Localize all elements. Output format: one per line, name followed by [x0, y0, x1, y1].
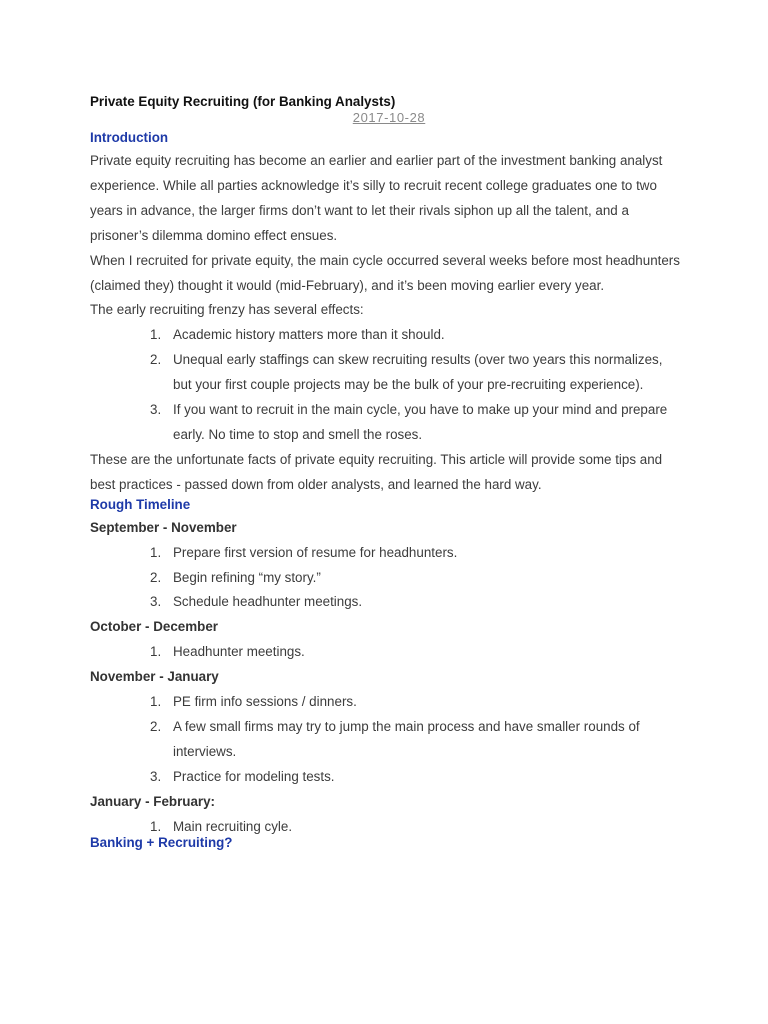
- list-item-number: 3.: [150, 594, 162, 610]
- list-item-number: 1.: [150, 544, 162, 560]
- section-heading-banking-recruiting: Banking + Recruiting?: [90, 835, 233, 851]
- list-item-text: Headhunter meetings.: [173, 644, 305, 660]
- timeline-period: January - February:: [90, 793, 216, 809]
- list-item: [90, 640, 680, 665]
- document-title: Private Equity Recruiting (for Banking Analysts): [90, 94, 396, 109]
- timeline-period: September - November: [90, 519, 237, 535]
- list-item-text: Practice for modeling tests.: [173, 768, 335, 784]
- document-date: 2017-10-28: [352, 110, 426, 125]
- list-item-number: 1.: [150, 644, 162, 660]
- list-item-text: Academic history matters more than it should.: [173, 327, 445, 343]
- paragraph: When I recruited for private equity, the main cycle occurred several weeks before most headhunters (claimed they) thought it would (mid-February), and it’s been moving earlier every year.: [90, 252, 680, 293]
- list-item-text: Schedule headhunter meetings.: [173, 594, 363, 610]
- paragraph: Private equity recruiting has become an earlier and earlier part of the investment banking analyst experience. While all parties acknowledge it’s silly to recruit recent college graduates one to two years in advance, the larger firms don’t want to let their rivals siphon up all the talent, and a prisoner’s dilemma domino effect ensues.: [90, 153, 663, 243]
- list-item: [90, 566, 680, 591]
- list-item-number: 3.: [150, 768, 162, 784]
- timeline-period: November - January: [90, 669, 219, 685]
- section-heading-introduction: Introduction: [90, 130, 169, 145]
- list-item: [90, 398, 680, 448]
- list-item-number: 3.: [150, 402, 162, 418]
- effects-list: [90, 323, 680, 448]
- list-item: [90, 815, 680, 840]
- list-item-number: 2.: [150, 569, 162, 585]
- paragraph: The early recruiting frenzy has several effects:: [90, 302, 364, 318]
- timeline-list: [90, 640, 680, 665]
- list-item: [90, 715, 680, 765]
- list-item: [90, 348, 680, 398]
- list-item-text: If you want to recruit in the main cycle, you have to make up your mind and prepare early. No time to stop and smell the roses.: [173, 402, 668, 442]
- document-body: [90, 91, 680, 854]
- timeline-list: [90, 690, 680, 790]
- list-item-number: 1.: [150, 818, 162, 834]
- list-item-text: PE firm info sessions / dinners.: [173, 694, 357, 710]
- list-item: [90, 590, 680, 615]
- section-heading-rough-timeline: Rough Timeline: [90, 496, 191, 512]
- list-item: [90, 323, 680, 348]
- list-item-text: Prepare first version of resume for headhunters.: [173, 544, 458, 560]
- list-item-number: 1.: [150, 327, 162, 343]
- list-item-text: Main recruiting cyle.: [173, 818, 293, 834]
- list-item: [90, 541, 680, 566]
- list-item-text: A few small firms may try to jump the main process and have smaller rounds of interviews.: [173, 718, 640, 759]
- list-item-number: 1.: [150, 694, 162, 710]
- list-item-text: Unequal early staffings can skew recruiting results (over two years this normalizes, but your first couple projects may be the bulk of your pre-recruiting experience).: [173, 352, 663, 393]
- timeline-list: [90, 815, 680, 840]
- list-item-text: Begin refining “my story.”: [173, 569, 321, 585]
- list-item-number: 2.: [150, 352, 162, 368]
- paragraph: These are the unfortunate facts of private equity recruiting. This article will provide some tips and best practices - passed down from older analysts, and learned the hard way.: [90, 451, 663, 492]
- list-item-number: 2.: [150, 718, 162, 734]
- list-item: [90, 690, 680, 715]
- list-item: [90, 765, 680, 790]
- timeline-period: October - December: [90, 619, 218, 635]
- timeline-list: [90, 541, 680, 616]
